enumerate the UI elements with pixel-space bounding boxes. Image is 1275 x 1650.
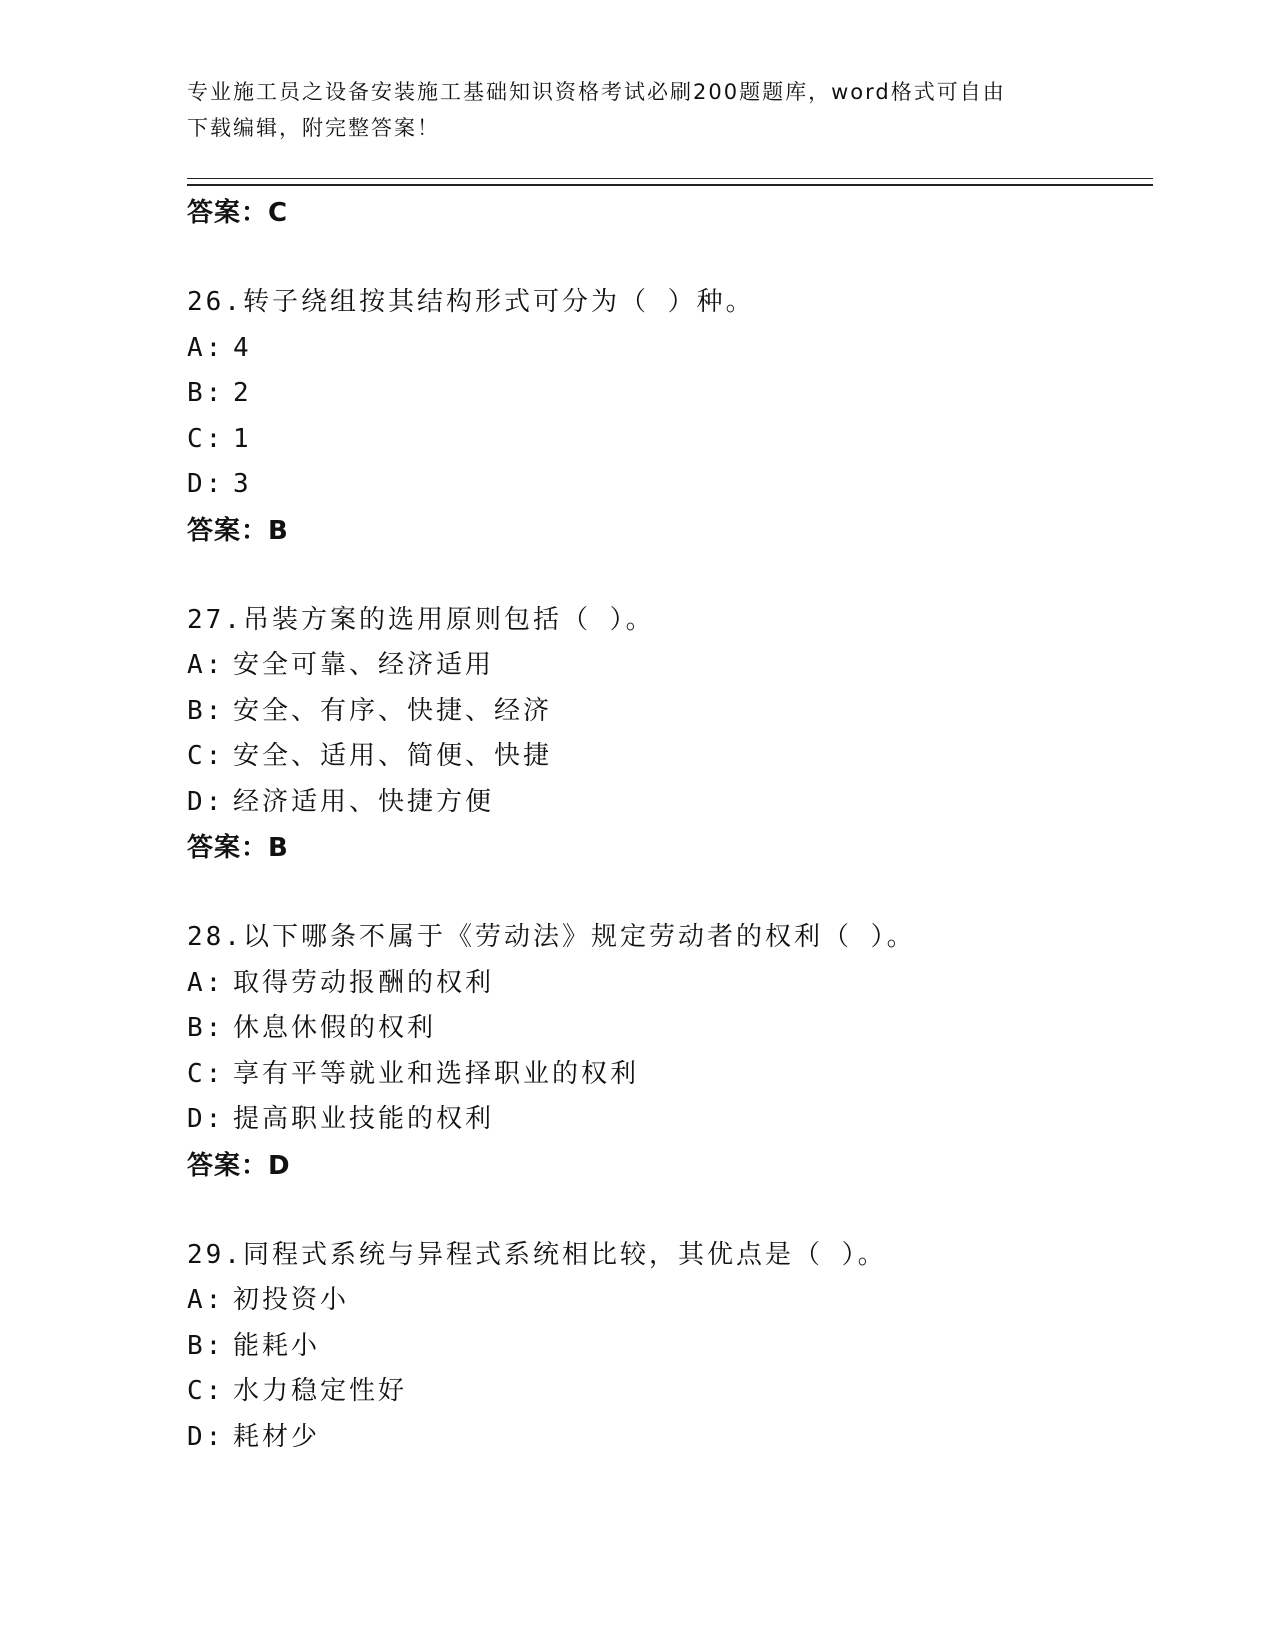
document-header: [187, 74, 1087, 146]
option-text: 提高职业技能的权利: [233, 1104, 495, 1134]
question-29: [187, 1233, 1153, 1461]
answer-25: 答案：C: [187, 198, 289, 228]
option-a: [187, 1278, 1153, 1324]
question-stem: 26.转子绕组按其结构形式可分为（ ）种。: [187, 287, 755, 317]
question-stem: 29.同程式系统与异程式系统相比较，其优点是（ ）。: [187, 1239, 887, 1270]
header-line-1: 专业施工员之设备安装施工基础知识资格考试必刷200题题库，word格式可自由: [187, 80, 1006, 104]
option-key: A:: [187, 1285, 225, 1315]
option-text: 安全可靠、经济适用: [233, 650, 495, 680]
answer-27: 答案：B: [187, 833, 289, 863]
option-key: D:: [187, 469, 225, 499]
option-text: 经济适用、快捷方便: [233, 786, 495, 817]
option-text: 取得劳动报酬的权利: [233, 967, 495, 998]
option-d: [187, 462, 1153, 508]
option-key: C:: [187, 1058, 225, 1089]
answer-26: 答案：B: [187, 515, 289, 546]
option-text: 安全、适用、简便、快捷: [233, 741, 553, 771]
option-text: 享有平等就业和选择职业的权利: [233, 1058, 640, 1089]
option-key: A:: [187, 650, 225, 680]
answer-28: 答案：D: [187, 1150, 291, 1181]
option-text: 1: [233, 423, 252, 454]
option-c: [187, 1052, 1153, 1098]
header-divider-top: [187, 178, 1153, 179]
option-key: B:: [187, 378, 225, 408]
option-a: [187, 326, 1153, 372]
option-key: A:: [187, 967, 225, 998]
question-26: [187, 280, 1153, 554]
option-d: [187, 780, 1153, 826]
option-d: [187, 1097, 1153, 1143]
question-list: [187, 190, 1153, 1460]
option-key: B:: [187, 1330, 225, 1361]
option-key: D:: [187, 1104, 225, 1134]
option-text: 3: [233, 469, 252, 499]
question-stem: 28.以下哪条不属于《劳动法》规定劳动者的权利（ ）。: [187, 922, 916, 952]
option-key: D:: [187, 786, 225, 817]
option-key: C:: [187, 423, 225, 454]
option-text: 能耗小: [233, 1330, 321, 1361]
option-b: [187, 1324, 1153, 1370]
option-text: 2: [233, 378, 252, 408]
option-text: 安全、有序、快捷、经济: [233, 695, 553, 726]
option-key: C:: [187, 1376, 225, 1406]
option-b: [187, 1006, 1153, 1052]
option-b: [187, 371, 1153, 417]
option-b: [187, 689, 1153, 735]
option-c: [187, 417, 1153, 463]
question-stem: 27.吊装方案的选用原则包括（ ）。: [187, 604, 655, 635]
option-key: B:: [187, 1013, 225, 1043]
option-a: [187, 961, 1153, 1007]
option-text: 耗材少: [233, 1421, 321, 1452]
option-key: B:: [187, 695, 225, 726]
option-text: 休息休假的权利: [233, 1013, 437, 1043]
option-key: A:: [187, 332, 225, 363]
header-line-2: 下载编辑，附完整答案！: [187, 116, 440, 140]
option-a: [187, 643, 1153, 689]
option-text: 4: [233, 332, 252, 363]
header-divider-bottom: [187, 184, 1153, 186]
question-28: [187, 915, 1153, 1189]
option-key: D:: [187, 1421, 225, 1452]
question-27: [187, 598, 1153, 872]
option-key: C:: [187, 741, 225, 771]
option-d: [187, 1415, 1153, 1461]
option-text: 初投资小: [233, 1285, 350, 1315]
option-text: 水力稳定性好: [233, 1376, 408, 1406]
option-c: [187, 734, 1153, 780]
option-c: [187, 1369, 1153, 1415]
